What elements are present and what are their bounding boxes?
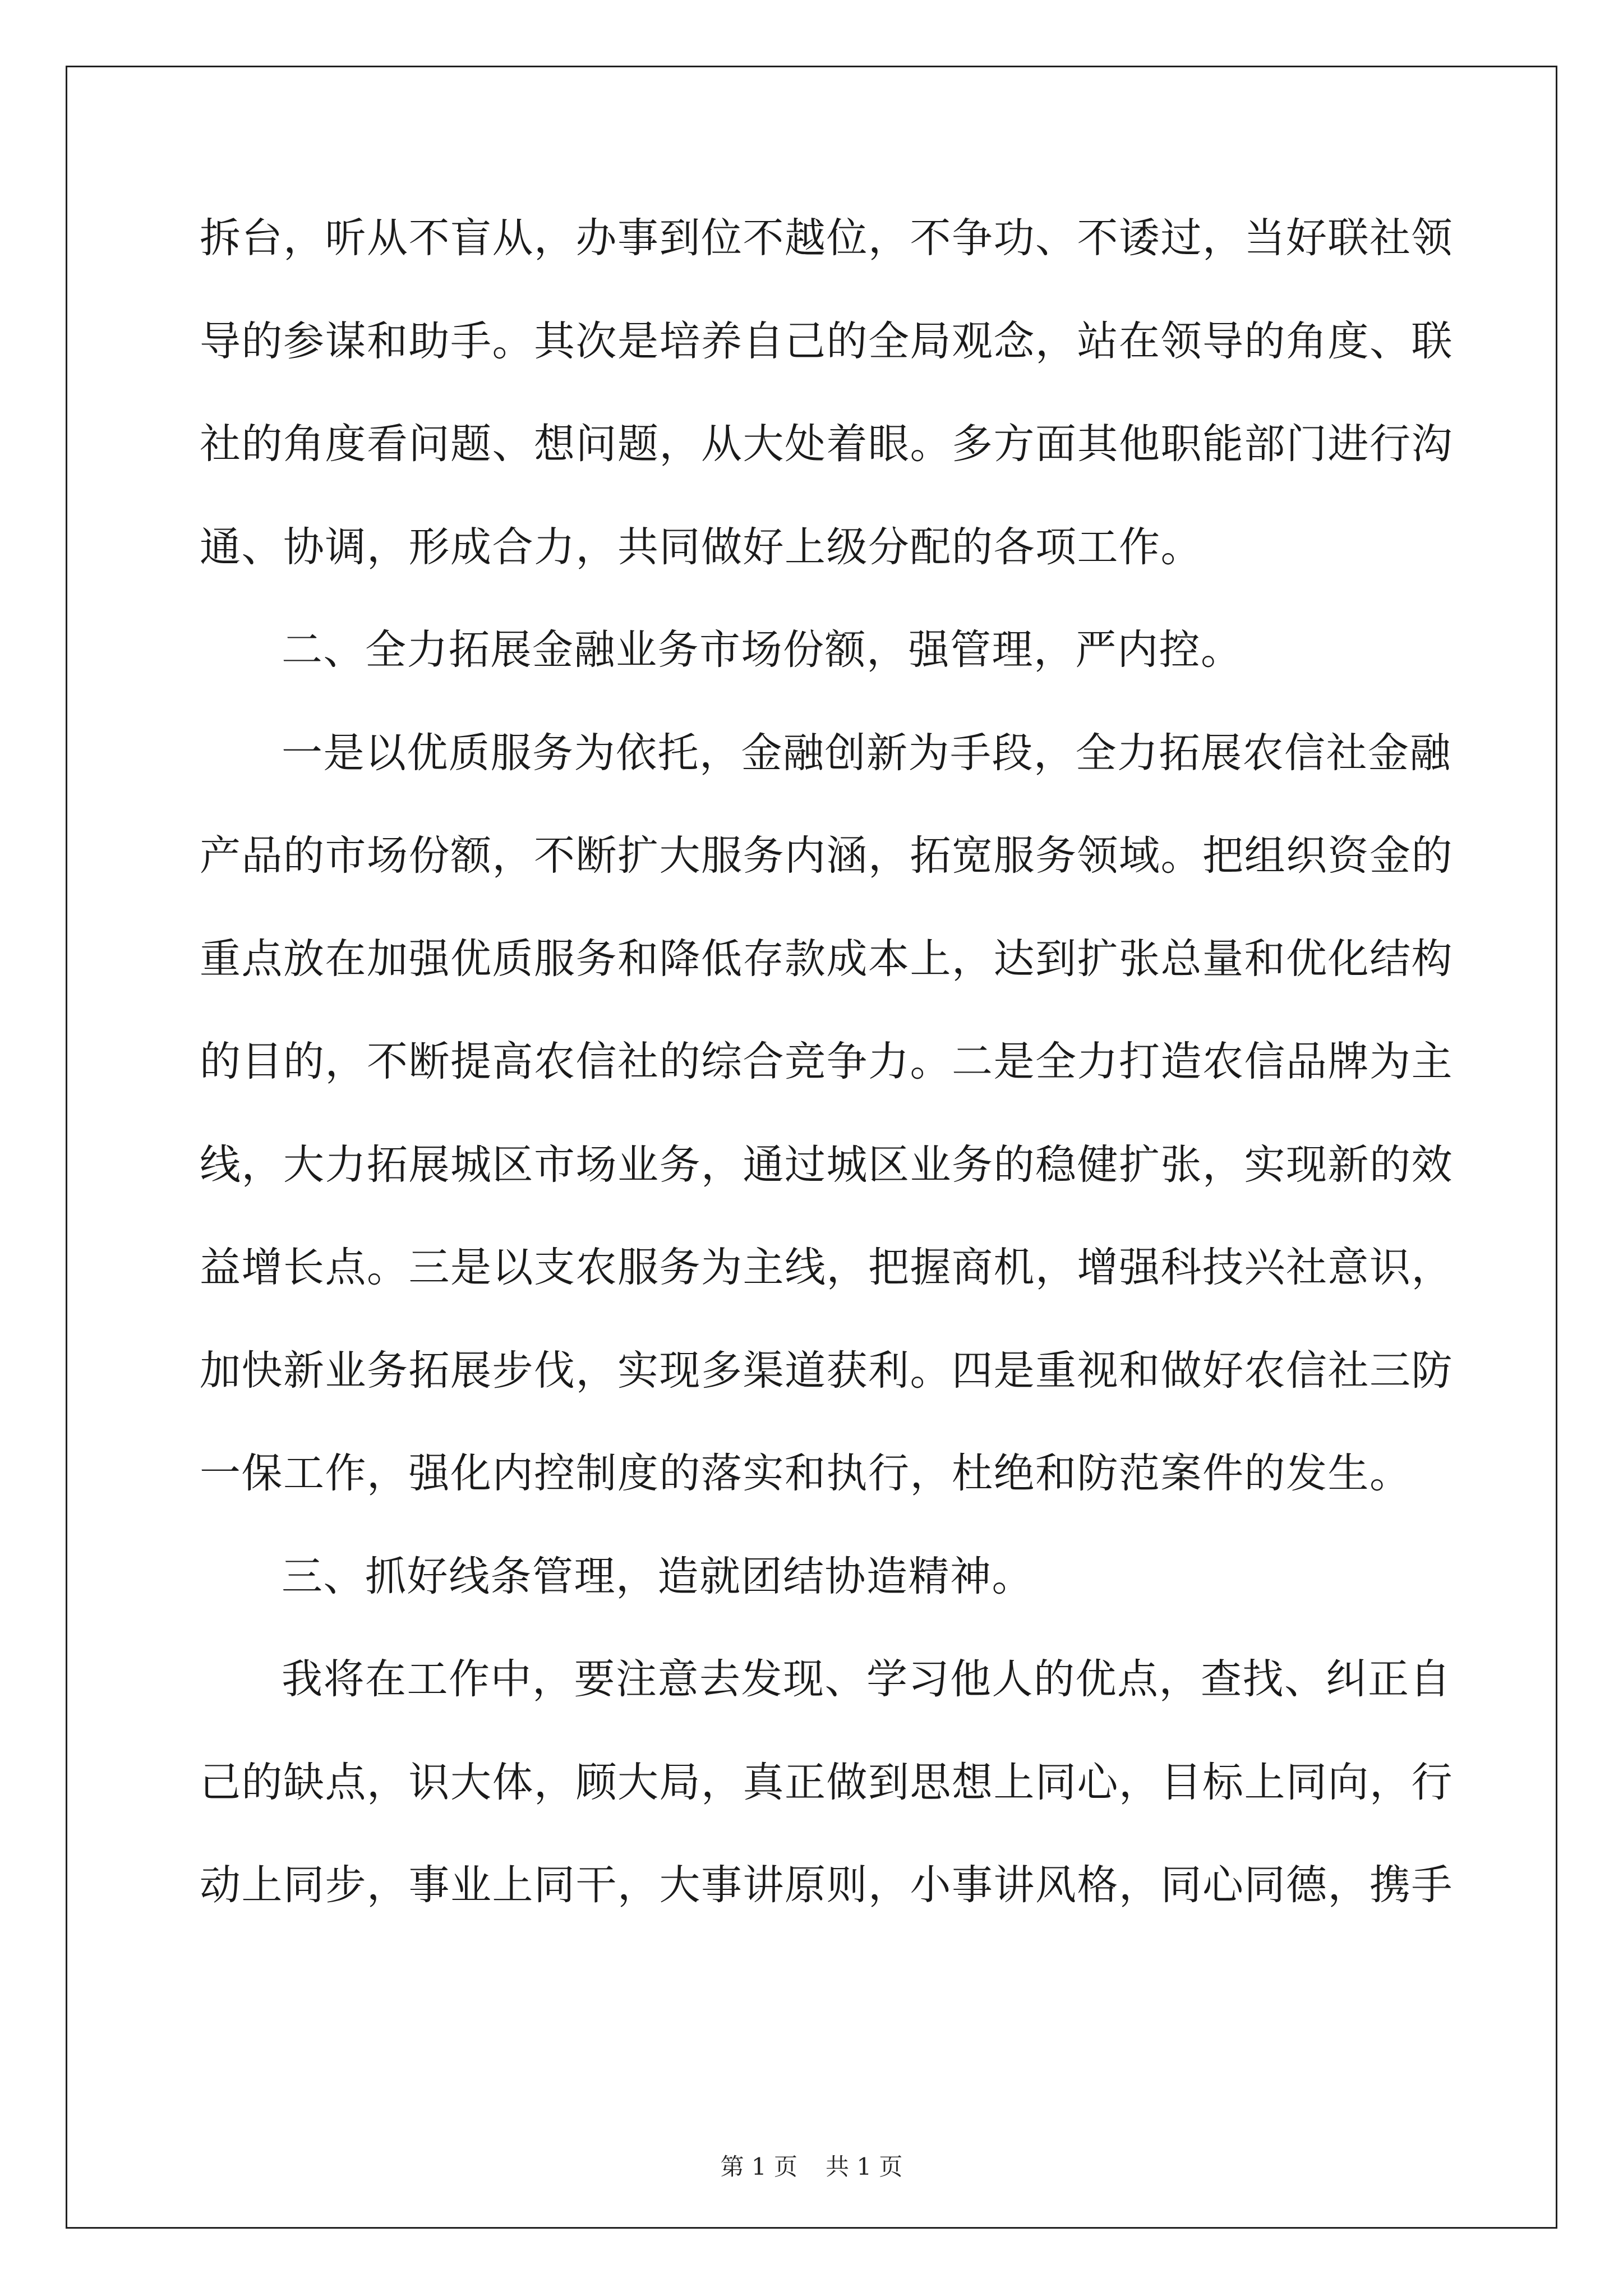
text-line-10: 线，大力拓展城区市场业务，通过城区业务的稳健扩张，实现新的效 — [200, 1140, 1453, 1189]
text-line-3: 社的角度看问题、想问题，从大处着眼。多方面其他职能部门进行沟 — [200, 420, 1453, 468]
text-line-6: 一是以优质服务为依托，金融创新为手段，全力拓展农信社金融 — [282, 729, 1451, 777]
text-line-17: 动上同步，事业上同干，大事讲原则，小事讲风格，同心同德，携手 — [200, 1861, 1453, 1909]
text-line-7: 产品的市场份额，不断扩大服务内涵，拓宽服务领域。把组织资金的 — [200, 832, 1453, 880]
document-body — [200, 208, 1453, 1958]
page-number: 第 1 页 — [720, 2153, 797, 2180]
text-line-11: 益增长点。三是以支农服务为主线，把握商机，增强科技兴社意识， — [200, 1244, 1453, 1291]
page-total: 共 1 页 — [826, 2153, 903, 2180]
text-line-4: 通、协调，形成合力，共同做好上级分配的各项工作。 — [200, 523, 1202, 571]
text-line-2: 导的参谋和助手。其次是培养自己的全局观念，站在领导的角度、联 — [200, 317, 1453, 365]
text-line-8: 重点放在加强优质服务和降低存款成本上，达到扩张总量和优化结构 — [200, 935, 1453, 983]
section-heading-3: 三、抓好线条管理，造就团结协造精神。 — [282, 1552, 1034, 1600]
text-line-15: 我将在工作中，要注意去发现、学习他人的优点，查找、纠正自 — [282, 1655, 1451, 1703]
text-line-12: 加快新业务拓展步伐，实现多渠道获利。四是重视和做好农信社三防 — [200, 1346, 1453, 1395]
text-line-9: 的目的，不断提高农信社的综合竞争力。二是全力打造农信品牌为主 — [200, 1038, 1453, 1085]
text-line-1: 拆台，听从不盲从，办事到位不越位，不争功、不诿过，当好联社领 — [200, 214, 1453, 262]
text-line-13: 一保工作，强化内控制度的落实和执行，杜绝和防范案件的发生。 — [200, 1450, 1412, 1497]
text-line-16: 己的缺点，识大体，顾大局，真正做到思想上同心，目标上同向，行 — [200, 1758, 1453, 1806]
page-footer — [0, 2153, 1623, 2181]
section-heading-2: 二、全力拓展金融业务市场份额，强管理，严内控。 — [282, 626, 1243, 674]
